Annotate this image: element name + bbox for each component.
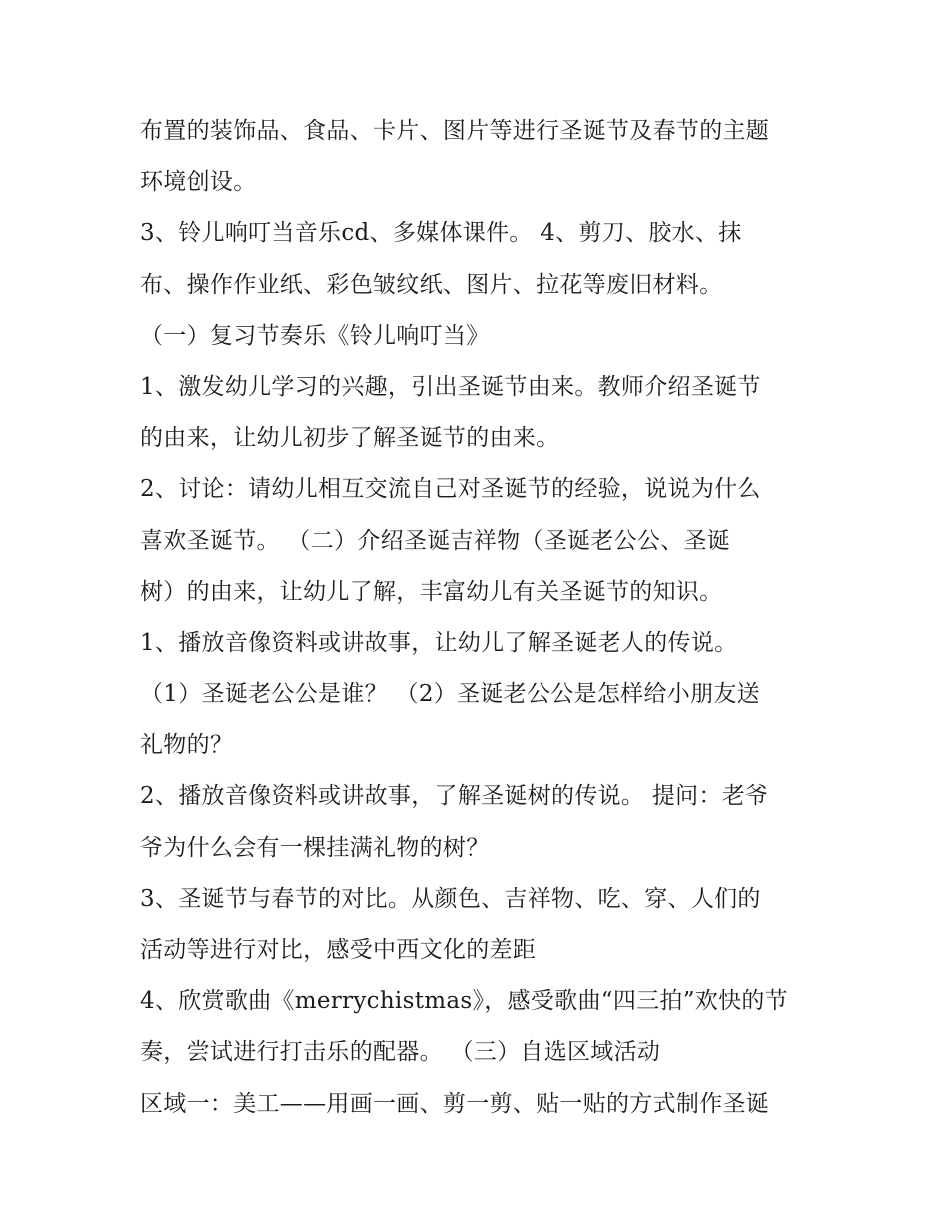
text-line: （1）圣诞老公公是谁？ （2）圣诞老公公是怎样给小朋友送 xyxy=(140,681,760,708)
text-line: 2、播放音像资料或讲故事，了解圣诞树的传说。 提问：老爷 xyxy=(140,783,769,810)
text-line: 礼物的？ xyxy=(140,732,234,759)
text-line: 布置的装饰品、食品、卡片、图片等进行圣诞节及春节的主题 xyxy=(140,118,770,144)
text-line: 活动等进行对比，感受中西文化的差距 xyxy=(140,937,537,963)
text-line: 喜欢圣诞节。 （二）介绍圣诞吉祥物（圣诞老公公、圣诞 xyxy=(140,527,731,554)
text-line: 布、操作作业纸、彩色皱纹纸、图片、拉花等废旧材料。 xyxy=(140,271,723,298)
text-line: 爷为什么会有一棵挂满礼物的树？ xyxy=(140,834,490,861)
text-line: 区域一：美工——用画一画、剪一剪、贴一贴的方式制作圣诞 xyxy=(140,1090,770,1117)
text-line: 1、激发幼儿学习的兴趣，引出圣诞节由来。教师介绍圣诞节 xyxy=(140,373,761,400)
document-body xyxy=(140,106,830,1130)
text-line: 1、播放音像资料或讲故事，让幼儿了解圣诞老人的传说。 xyxy=(140,629,738,656)
section-heading: （一）复习节奏乐《铃儿响叮当》 xyxy=(140,322,490,349)
text-line: 奏，尝试进行打击乐的配器。 （三）自选区域活动 xyxy=(140,1039,661,1066)
text-line: 3、铃儿响叮当音乐cd、多媒体课件。 4、剪刀、胶水、抹 xyxy=(140,220,742,247)
text-line: 3、圣诞节与春节的对比。从颜色、吉祥物、吃、穿、人们的 xyxy=(140,885,761,912)
text-line: 2、讨论：请幼儿相互交流自己对圣诞节的经验，说说为什么 xyxy=(140,476,761,503)
text-line: 树）的由来，让幼儿了解，丰富幼儿有关圣诞节的知识。 xyxy=(140,578,723,605)
text-line: 环境创设。 xyxy=(140,169,257,196)
text-line: 的由来，让幼儿初步了解圣诞节的由来。 xyxy=(140,425,560,452)
text-line: 4、欣赏歌曲《merrychistmas》，感受歌曲“四三拍”欢快的节 xyxy=(140,988,788,1015)
